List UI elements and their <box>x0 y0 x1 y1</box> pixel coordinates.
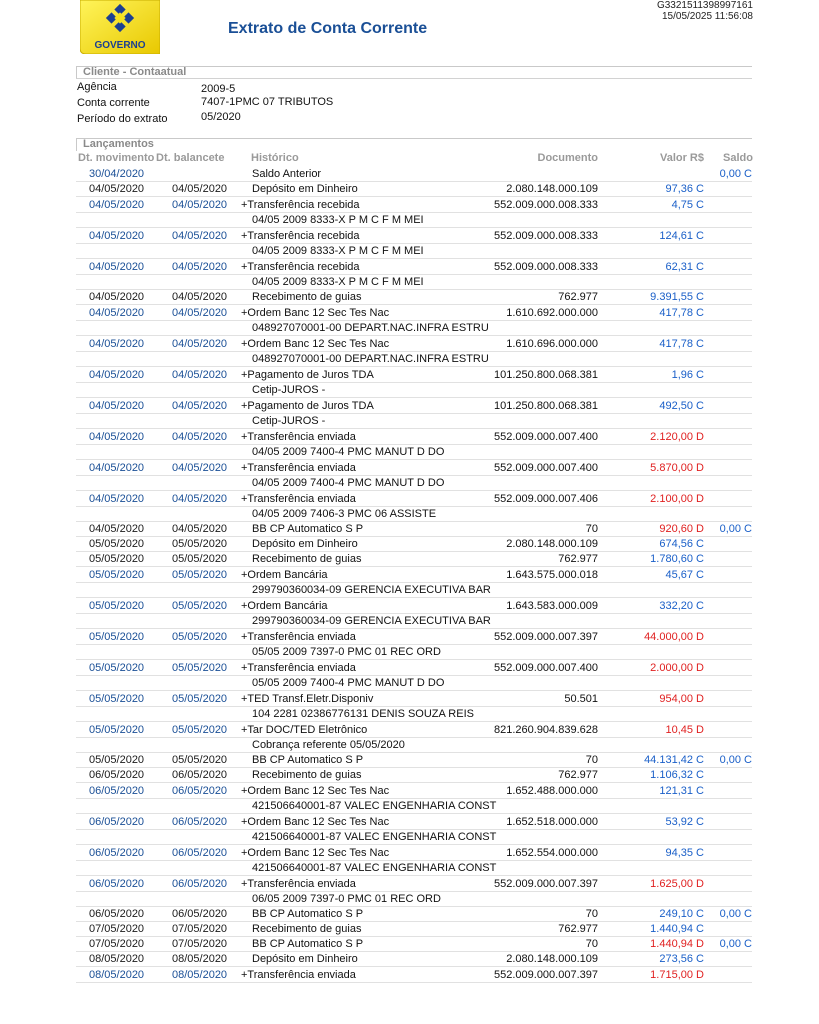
cell-dt-movimento: 08/05/2020 <box>89 953 145 965</box>
cell-historico: BB CP Automatico S P <box>252 754 364 766</box>
cell-historico: Depósito em Dinheiro <box>252 953 358 965</box>
cell-historico: Recebimento de guias <box>252 923 362 935</box>
col-dt-balancete: Dt. balancete <box>156 152 225 164</box>
table-row <box>0 629 819 645</box>
cell-historico: +TED Transf.Eletr.Disponiv <box>241 693 374 705</box>
cell-dt-movimento: 04/05/2020 <box>89 230 145 242</box>
cell-historico: +Ordem Bancária <box>241 569 328 581</box>
table-row-continuation <box>0 583 819 598</box>
cell-dt-balancete: 04/05/2020 <box>172 523 228 535</box>
cell-historico: 05/05 2009 7400-4 PMC MANUT D DO <box>252 677 445 689</box>
cell-dt-movimento: 07/05/2020 <box>89 938 145 950</box>
doc-code: G3321511398997161 <box>656 0 753 11</box>
cell-dt-balancete: 04/05/2020 <box>172 261 228 273</box>
cell-valor: 249,10 C <box>659 908 704 920</box>
table-row <box>0 367 819 383</box>
cell-dt-balancete: 04/05/2020 <box>172 183 228 195</box>
cell-historico: +Transferência enviada <box>241 431 356 443</box>
table-row <box>0 290 819 305</box>
table-row <box>0 491 819 507</box>
cell-historico: Depósito em Dinheiro <box>252 538 358 550</box>
cell-dt-balancete: 04/05/2020 <box>172 199 228 211</box>
cell-historico: 04/05 2009 7406-3 PMC 06 ASSISTE <box>252 508 437 520</box>
cell-dt-movimento: 05/05/2020 <box>89 754 145 766</box>
cell-historico: +Transferência recebida <box>241 230 360 242</box>
table-row <box>0 537 819 552</box>
cell-saldo: 0,00 C <box>719 754 752 766</box>
cell-historico: Recebimento de guias <box>252 553 362 565</box>
table-row <box>0 567 819 583</box>
cell-dt-balancete: 05/05/2020 <box>172 693 228 705</box>
cell-dt-movimento: 04/05/2020 <box>89 291 145 303</box>
cell-valor: 1.440,94 D <box>650 938 704 950</box>
col-saldo: Saldo <box>723 152 753 164</box>
cell-dt-movimento: 06/05/2020 <box>89 908 145 920</box>
conta-label: Conta corrente <box>77 97 150 109</box>
cell-dt-movimento: 04/05/2020 <box>89 199 145 211</box>
cell-historico: +Transferência enviada <box>241 969 356 981</box>
cell-valor: 674,56 C <box>659 538 704 550</box>
table-row-continuation <box>0 830 819 845</box>
cell-valor: 492,50 C <box>659 400 704 412</box>
cell-dt-balancete: 04/05/2020 <box>172 291 228 303</box>
table-row <box>0 937 819 952</box>
cell-documento: 762.977 <box>558 769 598 781</box>
table-row-continuation <box>0 676 819 691</box>
cell-dt-movimento: 04/05/2020 <box>89 462 145 474</box>
table-row <box>0 922 819 937</box>
cell-documento: 821.260.904.839.628 <box>494 724 598 736</box>
cell-dt-balancete: 06/05/2020 <box>172 785 228 797</box>
table-row-continuation <box>0 507 819 522</box>
table-row <box>0 429 819 445</box>
cell-valor: 121,31 C <box>659 785 704 797</box>
cell-historico: Cetip-JUROS - <box>252 415 326 427</box>
cell-documento: 50.501 <box>564 693 598 705</box>
cell-valor: 417,78 C <box>659 338 704 350</box>
cell-dt-balancete: 04/05/2020 <box>172 462 228 474</box>
svg-text:GOVERNO: GOVERNO <box>94 40 146 51</box>
cell-historico: 05/05 2009 7397-0 PMC 01 REC ORD <box>252 646 441 658</box>
cell-historico: 04/05 2009 7400-4 PMC MANUT D DO <box>252 446 445 458</box>
cell-dt-movimento: 06/05/2020 <box>89 847 145 859</box>
cell-valor: 10,45 D <box>665 724 704 736</box>
cell-valor: 1.780,60 C <box>650 553 704 565</box>
cell-historico: +Ordem Banc 12 Sec Tes Nac <box>241 847 390 859</box>
cell-documento: 552.009.000.007.397 <box>494 969 598 981</box>
cell-historico: +Ordem Bancária <box>241 600 328 612</box>
cell-historico: Cetip-JUROS - <box>252 384 326 396</box>
cell-historico: +Transferência enviada <box>241 878 356 890</box>
cell-valor: 920,60 D <box>659 523 704 535</box>
cell-documento: 552.009.000.007.400 <box>494 431 598 443</box>
cell-documento: 762.977 <box>558 923 598 935</box>
cell-dt-movimento: 04/05/2020 <box>89 261 145 273</box>
table-row-continuation <box>0 445 819 460</box>
cell-historico: Cobrança referente 05/05/2020 <box>252 739 405 751</box>
cell-historico: 299790360034-09 GERENCIA EXECUTIVA BAR <box>252 615 491 627</box>
cell-dt-movimento: 04/05/2020 <box>89 307 145 319</box>
cell-dt-balancete: 04/05/2020 <box>172 230 228 242</box>
cell-valor: 53,92 C <box>665 816 704 828</box>
cell-valor: 2.120,00 D <box>650 431 704 443</box>
cell-saldo: 0,00 C <box>719 938 752 950</box>
table-row <box>0 876 819 892</box>
table-row-continuation <box>0 799 819 814</box>
periodo-label: Período do extrato <box>77 113 168 125</box>
page-title: Extrato de Conta Corrente <box>228 20 428 37</box>
cell-historico: +Transferência recebida <box>241 199 360 211</box>
cell-dt-movimento: 04/05/2020 <box>89 523 145 535</box>
cell-valor: 5.870,00 D <box>650 462 704 474</box>
table-row-continuation <box>0 738 819 753</box>
cell-dt-balancete: 05/05/2020 <box>172 569 228 581</box>
cell-valor: 2.000,00 D <box>650 662 704 674</box>
cell-documento: 762.977 <box>558 553 598 565</box>
cell-valor: 9.391,55 C <box>650 291 704 303</box>
cell-dt-balancete: 05/05/2020 <box>172 662 228 674</box>
table-header <box>0 152 819 165</box>
table-row-continuation <box>0 275 819 290</box>
col-dt-movimento: Dt. movimento <box>78 152 155 164</box>
cell-dt-movimento: 04/05/2020 <box>89 431 145 443</box>
table-row-continuation <box>0 476 819 491</box>
table-row <box>0 182 819 197</box>
table-row <box>0 691 819 707</box>
cell-historico: 04/05 2009 8333-X P M C F M MEI <box>252 276 424 288</box>
cell-valor: 1.715,00 D <box>650 969 704 981</box>
cell-valor: 954,00 D <box>659 693 704 705</box>
cell-dt-balancete: 06/05/2020 <box>172 878 228 890</box>
agencia-label: Agência <box>77 81 117 93</box>
cell-dt-balancete: 05/05/2020 <box>172 538 228 550</box>
cell-historico: +Pagamento de Juros TDA <box>241 400 374 412</box>
cell-dt-movimento: 06/05/2020 <box>89 816 145 828</box>
cell-dt-movimento: 06/05/2020 <box>89 878 145 890</box>
cell-dt-movimento: 04/05/2020 <box>89 338 145 350</box>
cell-historico: Saldo Anterior <box>252 168 322 180</box>
cell-valor: 332,20 C <box>659 600 704 612</box>
table-row <box>0 722 819 738</box>
cell-documento: 552.009.000.008.333 <box>494 199 598 211</box>
table-row <box>0 753 819 768</box>
table-row <box>0 768 819 783</box>
cell-documento: 70 <box>585 908 598 920</box>
cell-dt-movimento: 05/05/2020 <box>89 538 145 550</box>
cell-dt-movimento: 05/05/2020 <box>89 693 145 705</box>
cell-documento: 1.610.692.000.000 <box>506 307 598 319</box>
transactions-table <box>0 166 819 983</box>
cell-dt-movimento: 04/05/2020 <box>89 493 145 505</box>
cell-valor: 1.106,32 C <box>650 769 704 781</box>
cell-valor: 62,31 C <box>665 261 704 273</box>
table-row <box>0 598 819 614</box>
cell-historico: 104 2281 02386776131 DENIS SOUZA REIS <box>252 708 474 720</box>
cell-dt-balancete: 05/05/2020 <box>172 724 228 736</box>
table-row <box>0 783 819 799</box>
cell-documento: 1.652.554.000.000 <box>506 847 598 859</box>
cell-dt-movimento: 06/05/2020 <box>89 769 145 781</box>
table-row <box>0 460 819 476</box>
table-row <box>0 228 819 244</box>
cell-dt-movimento: 05/05/2020 <box>89 724 145 736</box>
col-valor: Valor R$ <box>659 152 704 164</box>
cell-historico: Depósito em Dinheiro <box>252 183 358 195</box>
cell-dt-balancete: 05/05/2020 <box>172 631 228 643</box>
cell-historico: 04/05 2009 7400-4 PMC MANUT D DO <box>252 477 445 489</box>
cell-historico: +Transferência recebida <box>241 261 360 273</box>
table-row <box>0 845 819 861</box>
cell-historico: 048927070001-00 DEPART.NAC.INFRA ESTRU <box>252 322 489 334</box>
col-historico: Histórico <box>251 152 299 164</box>
cell-documento: 552.009.000.007.397 <box>494 631 598 643</box>
cell-historico: +Tar DOC/TED Eletrônico <box>241 724 368 736</box>
table-row-continuation <box>0 414 819 429</box>
cell-dt-balancete: 05/05/2020 <box>172 754 228 766</box>
table-row-continuation <box>0 321 819 336</box>
cell-historico: Recebimento de guias <box>252 291 362 303</box>
cell-dt-balancete: 04/05/2020 <box>172 493 228 505</box>
cell-historico: +Ordem Banc 12 Sec Tes Nac <box>241 338 390 350</box>
cell-dt-movimento: 05/05/2020 <box>89 600 145 612</box>
cell-dt-balancete: 07/05/2020 <box>172 923 228 935</box>
cell-dt-balancete: 04/05/2020 <box>172 431 228 443</box>
cell-historico: +Ordem Banc 12 Sec Tes Nac <box>241 307 390 319</box>
conta-value: 7407-1PMC 07 TRIBUTOS <box>201 96 334 108</box>
cell-documento: 101.250.800.068.381 <box>494 369 598 381</box>
cell-documento: 70 <box>585 754 598 766</box>
cell-documento: 552.009.000.007.406 <box>494 493 598 505</box>
cell-dt-movimento: 07/05/2020 <box>89 923 145 935</box>
cell-dt-balancete: 06/05/2020 <box>172 769 228 781</box>
cell-valor: 97,36 C <box>665 183 704 195</box>
cell-valor: 273,56 C <box>659 953 704 965</box>
lancamentos-section-header: Lançamentos <box>76 138 752 151</box>
cell-documento: 762.977 <box>558 291 598 303</box>
table-row <box>0 660 819 676</box>
cell-historico: +Ordem Banc 12 Sec Tes Nac <box>241 785 390 797</box>
doc-datetime: 15/05/2025 11:56:08 <box>661 11 753 22</box>
cell-historico: 04/05 2009 8333-X P M C F M MEI <box>252 214 424 226</box>
cliente-section-header: Cliente - Contaatual <box>76 66 752 79</box>
cell-dt-movimento: 04/05/2020 <box>89 400 145 412</box>
cell-documento: 1.652.518.000.000 <box>506 816 598 828</box>
cell-documento: 552.009.000.007.400 <box>494 662 598 674</box>
cell-documento: 1.652.488.000.000 <box>506 785 598 797</box>
table-row-continuation <box>0 707 819 722</box>
cell-dt-balancete: 04/05/2020 <box>172 307 228 319</box>
cell-historico: 421506640001-87 VALEC ENGENHARIA CONST <box>252 862 497 874</box>
cell-documento: 101.250.800.068.381 <box>494 400 598 412</box>
cell-valor: 4,75 C <box>671 199 704 211</box>
cell-documento: 2.080.148.000.109 <box>506 538 598 550</box>
cell-documento: 552.009.000.008.333 <box>494 230 598 242</box>
cell-dt-movimento: 05/05/2020 <box>89 553 145 565</box>
table-row-continuation <box>0 614 819 629</box>
cell-documento: 1.643.575.000.018 <box>506 569 598 581</box>
cell-dt-movimento: 04/05/2020 <box>89 183 145 195</box>
cell-historico: 299790360034-09 GERENCIA EXECUTIVA BAR <box>252 584 491 596</box>
cell-saldo: 0,00 C <box>719 168 752 180</box>
table-row-continuation <box>0 861 819 876</box>
cell-historico: BB CP Automatico S P <box>252 908 364 920</box>
cell-historico: 048927070001-00 DEPART.NAC.INFRA ESTRU <box>252 353 489 365</box>
cell-dt-balancete: 06/05/2020 <box>172 816 228 828</box>
banco-do-brasil-governo-logo <box>80 0 160 54</box>
cell-dt-balancete: 08/05/2020 <box>172 953 228 965</box>
cell-dt-balancete: 05/05/2020 <box>172 553 228 565</box>
cell-dt-movimento: 30/04/2020 <box>89 168 145 180</box>
cell-historico: 06/05 2009 7397-0 PMC 01 REC ORD <box>252 893 441 905</box>
cell-valor: 1,96 C <box>671 369 704 381</box>
cell-valor: 1.440,94 C <box>650 923 704 935</box>
cell-valor: 44.000,00 D <box>644 631 704 643</box>
table-row <box>0 952 819 967</box>
cell-valor: 124,61 C <box>659 230 704 242</box>
cell-dt-balancete: 05/05/2020 <box>172 600 228 612</box>
table-row-continuation <box>0 383 819 398</box>
cell-documento: 552.009.000.007.400 <box>494 462 598 474</box>
cell-documento: 70 <box>585 523 598 535</box>
table-row <box>0 166 819 182</box>
cell-documento: 552.009.000.008.333 <box>494 261 598 273</box>
cell-historico: +Transferência enviada <box>241 493 356 505</box>
table-row <box>0 398 819 414</box>
cell-saldo: 0,00 C <box>719 908 752 920</box>
cell-dt-movimento: 05/05/2020 <box>89 662 145 674</box>
cell-dt-balancete: 07/05/2020 <box>172 938 228 950</box>
cell-historico: +Transferência enviada <box>241 662 356 674</box>
cell-dt-balancete: 08/05/2020 <box>172 969 228 981</box>
cell-dt-balancete: 04/05/2020 <box>172 338 228 350</box>
periodo-value: 05/2020 <box>201 111 241 123</box>
table-row <box>0 552 819 567</box>
cell-historico: 421506640001-87 VALEC ENGENHARIA CONST <box>252 800 497 812</box>
table-row-continuation <box>0 213 819 228</box>
cell-historico: +Transferência enviada <box>241 462 356 474</box>
table-row <box>0 967 819 983</box>
cell-valor: 45,67 C <box>665 569 704 581</box>
table-row <box>0 336 819 352</box>
table-row <box>0 197 819 213</box>
cell-dt-balancete: 04/05/2020 <box>172 369 228 381</box>
table-row-continuation <box>0 892 819 907</box>
cell-documento: 2.080.148.000.109 <box>506 183 598 195</box>
cell-dt-movimento: 06/05/2020 <box>89 785 145 797</box>
table-row <box>0 522 819 537</box>
cell-dt-balancete: 06/05/2020 <box>172 908 228 920</box>
table-row-continuation <box>0 645 819 660</box>
cell-historico: +Ordem Banc 12 Sec Tes Nac <box>241 816 390 828</box>
cell-documento: 1.643.583.000.009 <box>506 600 598 612</box>
cell-dt-movimento: 04/05/2020 <box>89 369 145 381</box>
table-row-continuation <box>0 244 819 259</box>
col-documento: Documento <box>537 152 598 164</box>
cell-historico: BB CP Automatico S P <box>252 523 364 535</box>
cell-documento: 2.080.148.000.109 <box>506 953 598 965</box>
cell-dt-movimento: 05/05/2020 <box>89 631 145 643</box>
cell-documento: 70 <box>585 938 598 950</box>
cell-dt-movimento: 08/05/2020 <box>89 969 145 981</box>
table-row <box>0 305 819 321</box>
cell-historico: Recebimento de guias <box>252 769 362 781</box>
cell-historico: BB CP Automatico S P <box>252 938 364 950</box>
cell-valor: 44.131,42 C <box>644 754 704 766</box>
cell-valor: 417,78 C <box>659 307 704 319</box>
cell-valor: 1.625,00 D <box>650 878 704 890</box>
cell-dt-movimento: 05/05/2020 <box>89 569 145 581</box>
cell-historico: +Pagamento de Juros TDA <box>241 369 374 381</box>
cell-dt-balancete: 06/05/2020 <box>172 847 228 859</box>
cell-historico: 421506640001-87 VALEC ENGENHARIA CONST <box>252 831 497 843</box>
cell-historico: +Transferência enviada <box>241 631 356 643</box>
table-row <box>0 814 819 830</box>
cell-documento: 552.009.000.007.397 <box>494 878 598 890</box>
cell-historico: 04/05 2009 8333-X P M C F M MEI <box>252 245 424 257</box>
agencia-value: 2009-5 <box>201 83 236 95</box>
document-id <box>657 0 753 22</box>
table-row <box>0 259 819 275</box>
table-row-continuation <box>0 352 819 367</box>
cell-dt-balancete: 04/05/2020 <box>172 400 228 412</box>
cell-valor: 2.100,00 D <box>650 493 704 505</box>
cell-valor: 94,35 C <box>665 847 704 859</box>
cell-saldo: 0,00 C <box>719 523 752 535</box>
cell-documento: 1.610.696.000.000 <box>506 338 598 350</box>
table-row <box>0 907 819 922</box>
